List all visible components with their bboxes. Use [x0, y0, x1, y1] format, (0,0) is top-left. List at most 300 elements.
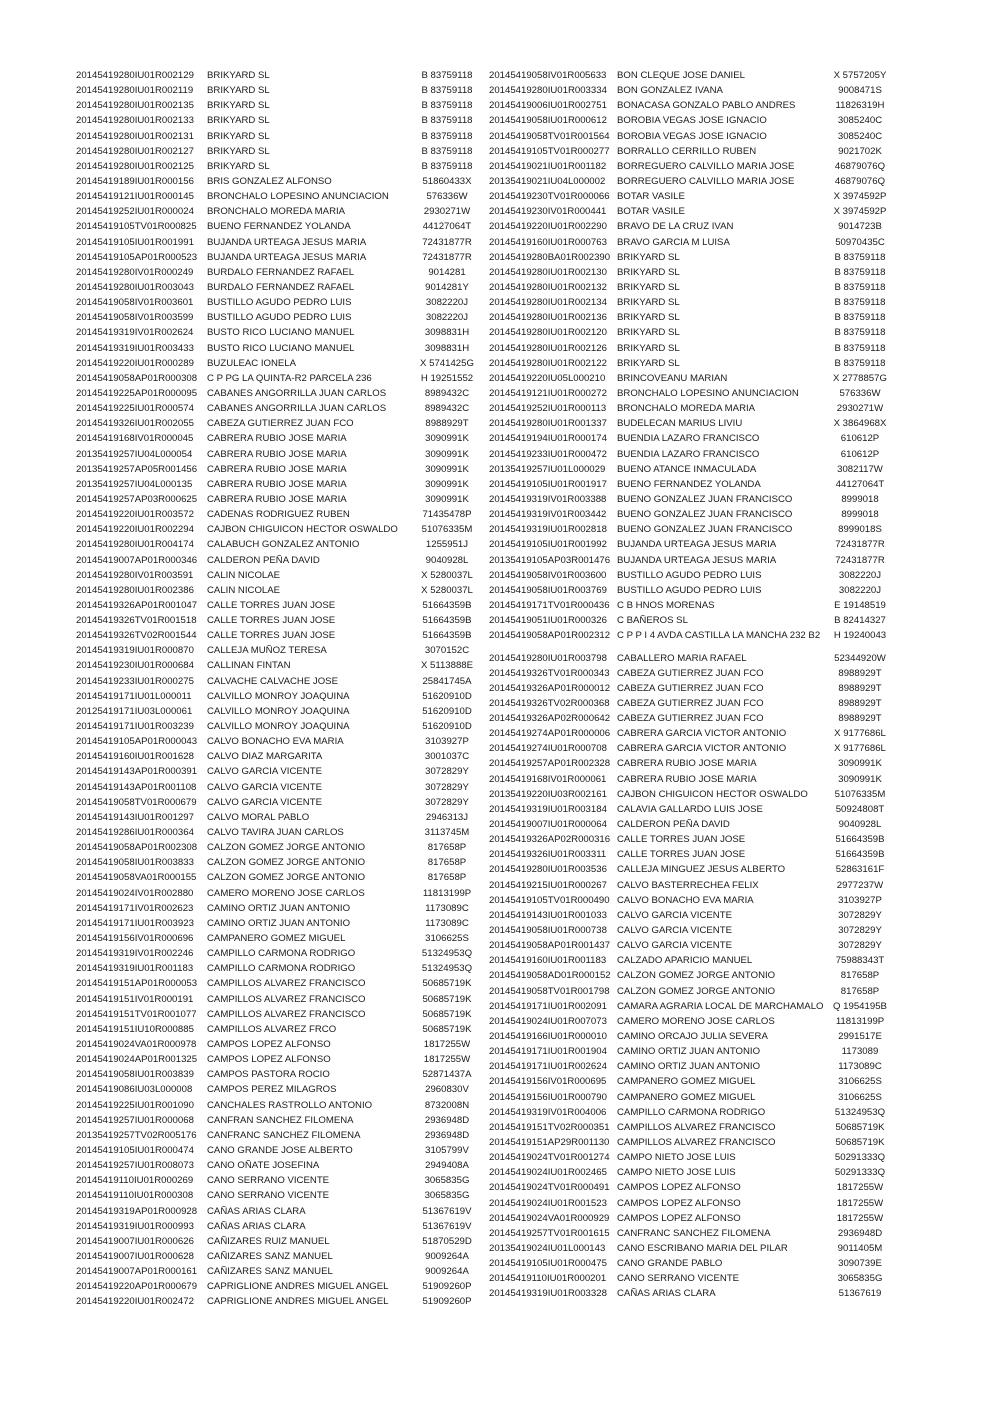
tax-id: 50685719K: [422, 1023, 472, 1035]
record-code: 20145419024IU01R002465: [489, 1167, 607, 1179]
record-code: 20125419171IU03L000061: [76, 705, 193, 717]
tax-id: 3072829Y: [425, 766, 469, 778]
record-code: 20145419280IU01R002133: [76, 115, 194, 127]
left-column-list: [76, 70, 478, 1312]
holder-name: CALVO GARCIA VICENTE: [617, 940, 732, 952]
tax-id: 3001037C: [424, 751, 470, 763]
table-row: [76, 918, 478, 933]
record-code: 20145419166IU01R000010: [489, 1031, 607, 1043]
table-row: [489, 494, 891, 509]
holder-name: CALVO MORAL PABLO: [207, 811, 310, 823]
table-row: [76, 676, 478, 691]
holder-name: BURDALO FERNANDEZ RAFAEL: [207, 281, 355, 293]
holder-name: CALVILLO MONROY JOAQUINA: [207, 690, 350, 702]
holder-name: CAÑAS ARIAS CLARA: [207, 1220, 306, 1232]
record-code: 20145419156IV01R000696: [76, 933, 194, 945]
holder-name: CANO GRANDE JOSE ALBERTO: [207, 1144, 353, 1156]
holder-name: CALZON GOMEZ JORGE ANTONIO: [617, 970, 776, 982]
holder-name: CALVO BONACHO EVA MARIA: [617, 894, 754, 906]
tax-id: 3103927P: [838, 894, 882, 906]
tax-id: 51664359B: [422, 630, 472, 642]
tax-id: X 3974592P: [833, 191, 887, 203]
tax-id: 9009264A: [425, 1266, 469, 1278]
table-row: [76, 1190, 478, 1205]
holder-name: CAMPO NIETO JOSE LUIS: [617, 1167, 736, 1179]
tax-id: 51076335M: [834, 788, 886, 800]
table-row: [76, 736, 478, 751]
record-code: 20145419280IU01R002132: [489, 281, 607, 293]
tax-id: 3106625S: [425, 933, 469, 945]
tax-id: B 83759118: [834, 357, 886, 369]
record-code: 20145419151TV01R001077: [76, 1008, 197, 1020]
holder-name: BUDELECAN MARIUS LIVIU: [617, 418, 743, 430]
holder-name: CAMPILLO CARMONA RODRIGO: [207, 948, 356, 960]
tax-id: 3098831H: [424, 327, 470, 339]
table-row: [489, 683, 891, 698]
table-row: [489, 630, 891, 652]
record-code: 20145419110IU01R000308: [76, 1190, 194, 1202]
tax-id: 817658P: [840, 985, 880, 997]
table-row: [76, 933, 478, 948]
record-code: 20145419189IU01R000156: [76, 175, 194, 187]
holder-name: CANO SERRANO VICENTE: [207, 1190, 330, 1202]
holder-name: CAMPOS PASTORA ROCIO: [207, 1069, 330, 1081]
table-row: [76, 1024, 478, 1039]
table-row: [76, 1084, 478, 1099]
tax-id: 9014281: [428, 266, 466, 278]
holder-name: CABALLERO MARIA RAFAEL: [617, 652, 747, 664]
holder-name: CAMINO ORTIZ JUAN ANTONIO: [617, 1046, 761, 1058]
record-code: 20145419280IU01R002125: [76, 160, 194, 172]
table-row: [489, 146, 891, 161]
record-code: 20135419257IU01L000029: [489, 463, 606, 475]
record-code: 20145419006IU01R002751: [489, 100, 607, 112]
record-code: 20145419110IU01R000201: [489, 1273, 607, 1285]
record-code: 20145419319IV01R003442: [489, 509, 607, 521]
tax-id: 3065835G: [837, 1273, 883, 1285]
record-code: 20145419280IU01R002131: [76, 130, 194, 142]
tax-id: B 83759118: [421, 70, 473, 81]
tax-id: 2949408A: [425, 1160, 469, 1172]
holder-name: BURDALO FERNANDEZ RAFAEL: [207, 266, 355, 278]
holder-name: CALLE TORRES JUAN JOSE: [207, 615, 336, 627]
table-row: [76, 267, 478, 282]
table-row: [76, 1296, 478, 1311]
holder-name: CALVO GARCIA VICENTE: [617, 909, 732, 921]
holder-name: CAMPANERO GOMEZ MIGUEL: [207, 933, 346, 945]
holder-name: CANO SERRANO VICENTE: [207, 1175, 330, 1187]
holder-name: CABANES ANGORRILLA JUAN CARLOS: [207, 387, 387, 399]
table-row: [489, 849, 891, 864]
table-row: [489, 1182, 891, 1197]
table-row: [489, 743, 891, 758]
tax-id: 51664359B: [422, 615, 472, 627]
tax-id: 51664359B: [835, 834, 885, 846]
table-row: [489, 1152, 891, 1167]
record-code: 20145419007IU01R000064: [489, 819, 607, 831]
table-row: [489, 1016, 891, 1031]
tax-id: X 9177686L: [834, 728, 886, 740]
tax-id: 3090991K: [425, 448, 469, 460]
tax-id: 72431877R: [422, 251, 472, 263]
record-code: 20145419143IU01R001033: [489, 909, 607, 921]
tax-id: 51664359B: [422, 599, 472, 611]
tax-id: 51367619: [838, 1288, 882, 1300]
record-code: 20145419171IU01R003239: [76, 721, 194, 733]
table-row: [76, 418, 478, 433]
record-code: 20145419280IU01R002136: [489, 312, 607, 324]
table-row: [76, 1206, 478, 1221]
tax-id: 51664359B: [835, 849, 885, 861]
table-row: [489, 464, 891, 479]
tax-id: 51324953Q: [421, 963, 473, 975]
record-code: 20145419058IV01R003599: [76, 312, 194, 324]
holder-name: CAMPOS LOPEZ ALFONSO: [207, 1039, 331, 1050]
record-code: 20145419280IU01R002134: [489, 297, 607, 309]
holder-name: CALVO GARCIA VICENTE: [207, 781, 322, 793]
tax-id: 3072829Y: [425, 796, 469, 808]
holder-name: CAMPOS LOPEZ ALFONSO: [617, 1182, 741, 1194]
table-row: [489, 1107, 891, 1122]
table-row: [489, 925, 891, 940]
record-code: 20145419105IU01R000474: [76, 1144, 194, 1156]
tax-id: X 5113888E: [420, 660, 474, 672]
holder-name: BRONCHALO LOPESINO ANUNCIACION: [207, 191, 389, 203]
tax-id: 817658P: [427, 857, 467, 869]
table-row: [489, 615, 891, 630]
table-row: [76, 403, 478, 418]
holder-name: BRIKYARD SL: [617, 266, 680, 278]
holder-name: BRAVO DE LA CRUZ IVAN: [617, 221, 734, 233]
holder-name: CAÑIZARES SANZ MANUEL: [207, 1250, 333, 1262]
tax-id: 3103927P: [425, 736, 469, 748]
tax-id: 50685719K: [422, 993, 472, 1005]
tax-id: 8988929T: [838, 713, 882, 725]
table-row: [76, 433, 478, 448]
tax-id: 3072829Y: [425, 781, 469, 793]
record-code: 20145419151IU10R000885: [76, 1023, 194, 1035]
record-code: 20145419326AP02R000642: [489, 713, 611, 725]
table-row: [76, 524, 478, 539]
holder-name: BOROBIA VEGAS JOSE IGNACIO: [617, 130, 767, 142]
table-row: [489, 267, 891, 282]
table-row: [489, 864, 891, 879]
tax-id: 50970435C: [835, 236, 885, 248]
record-code: 20145419105IU01R001991: [76, 236, 194, 248]
holder-name: CAMERO MORENO JOSE CARLOS: [617, 1015, 775, 1027]
table-row: [76, 237, 478, 252]
table-row: [76, 343, 478, 358]
tax-id: 3085240C: [837, 115, 883, 127]
record-code: 20145419024VA01R000929: [489, 1212, 610, 1224]
record-code: 20145419171TV01R000436: [489, 599, 610, 611]
record-code: 20145419326TV02R000368: [489, 697, 610, 709]
holder-name: CALVO GARCIA VICENTE: [207, 796, 322, 808]
record-code: 20145419171IU01R002624: [489, 1061, 607, 1073]
record-code: 20145419326IU01R002055: [76, 418, 194, 430]
record-code: 20145419319IU01R003328: [489, 1288, 607, 1300]
tax-id: 50685719K: [835, 1121, 885, 1133]
table-row: [489, 1243, 891, 1258]
tax-id: 8999018S: [838, 524, 882, 536]
holder-name: CAMPOS LOPEZ ALFONSO: [617, 1197, 741, 1209]
holder-name: CALLE TORRES JUAN JOSE: [617, 834, 746, 846]
record-code: 20145419058IV01R003600: [489, 569, 607, 581]
record-code: 20145419280IU01R002126: [489, 342, 607, 354]
table-row: [489, 698, 891, 713]
table-row: [489, 653, 891, 668]
tax-id: 3090991K: [425, 478, 469, 490]
tax-id: 8988929T: [838, 682, 882, 694]
record-code: 20135419257IU04L000054: [76, 448, 193, 460]
table-row: [489, 570, 891, 585]
table-row: [76, 645, 478, 660]
holder-name: BUSTILLO AGUDO PEDRO LUIS: [617, 584, 762, 596]
table-row: [76, 312, 478, 327]
holder-name: CALVO GARCIA VICENTE: [207, 766, 322, 778]
holder-name: BRONCHALO MOREDA MARIA: [207, 206, 346, 218]
record-code: 20145419280IU01R002129: [76, 70, 194, 81]
record-code: 20145419007AP01R000346: [76, 554, 198, 566]
table-row: [489, 252, 891, 267]
table-row: [76, 539, 478, 554]
tax-id: 9008471S: [838, 85, 882, 97]
holder-name: CAMPILLOS ALVAREZ FRANCISCO: [617, 1137, 776, 1148]
table-row: [489, 789, 891, 804]
table-row: [76, 1009, 478, 1024]
table-row: [489, 585, 891, 600]
holder-name: BUENDIA LAZARO FRANCISCO: [617, 433, 760, 445]
record-code: 20145419151AP01R000053: [76, 978, 198, 990]
table-row: [76, 1160, 478, 1175]
record-code: 20145419280IV01R000249: [76, 266, 194, 278]
record-code: 20135419257IU04L000135: [76, 478, 193, 490]
table-row: [76, 176, 478, 191]
table-row: [489, 433, 891, 448]
holder-name: CAMPILLOS ALVAREZ FRANCISCO: [617, 1121, 776, 1133]
record-code: 20145419058IV01R003601: [76, 297, 194, 309]
record-code: 20145419257IU01R000068: [76, 1114, 194, 1126]
record-code: 20145419230IU01R000684: [76, 660, 194, 672]
holder-name: CALLINAN FINTAN: [207, 660, 291, 672]
record-code: 20145419225IU01R000574: [76, 403, 194, 415]
holder-name: BUSTO RICO LUCIANO MANUEL: [207, 342, 355, 354]
tax-id: B 83759118: [834, 312, 886, 324]
record-code: 20145419220IU01R002472: [76, 1296, 194, 1308]
record-code: 20145419171IU01L000011: [76, 690, 192, 702]
holder-name: BRIKYARD SL: [617, 342, 680, 354]
holder-name: CADENAS RODRIGUEZ RUBEN: [207, 509, 350, 521]
table-row: [76, 994, 478, 1009]
table-row: [76, 872, 478, 887]
holder-name: CABRERA GARCIA VICTOR ANTONIO: [617, 743, 787, 755]
table-row: [489, 115, 891, 130]
record-code: 20145419105IU01R000475: [489, 1258, 607, 1270]
tax-id: B 83759118: [421, 160, 473, 172]
record-code: 20145419024IU01R007073: [489, 1015, 607, 1027]
table-row: [489, 728, 891, 743]
table-row: [489, 955, 891, 970]
holder-name: CAMPOS LOPEZ ALFONSO: [617, 1212, 741, 1224]
table-row: [489, 600, 891, 615]
tax-id: 9021702K: [838, 145, 882, 157]
holder-name: C P P I 4 AVDA CASTILLA LA MANCHA 232 B2: [617, 630, 821, 642]
table-row: [489, 221, 891, 236]
holder-name: BUSTILLO AGUDO PEDRO LUIS: [617, 569, 762, 581]
table-row: [76, 100, 478, 115]
table-row: [76, 115, 478, 130]
holder-name: CAMINO ORTIZ JUAN ANTONIO: [207, 917, 351, 929]
holder-name: CAÑAS ARIAS CLARA: [207, 1205, 306, 1217]
tax-id: 2930271W: [423, 206, 471, 218]
holder-name: CABRERA RUBIO JOSE MARIA: [617, 758, 757, 770]
record-code: 20145419151TV02R000351: [489, 1121, 610, 1133]
record-code: 20145419086IU03L000008: [76, 1084, 193, 1096]
table-row: [489, 282, 891, 297]
tax-id: 1173089C: [425, 902, 469, 914]
record-code: 20145419151AP29R001130: [489, 1137, 610, 1148]
table-row: [489, 910, 891, 925]
holder-name: CAMINO ORTIZ JUAN ANTONIO: [617, 1061, 761, 1073]
holder-name: BRIKYARD SL: [207, 145, 270, 157]
record-code: 20145419058IV01R005633: [489, 70, 607, 81]
record-code: 20145419257IU01R008073: [76, 1160, 194, 1172]
table-row: [489, 970, 891, 985]
table-row: [76, 494, 478, 509]
record-code: 20145419171IU01R003923: [76, 917, 194, 929]
record-code: 20145419280IU01R003043: [76, 281, 194, 293]
tax-id: 3082220J: [425, 297, 469, 309]
table-row: [489, 131, 891, 146]
record-code: 20145419280IU01R004174: [76, 539, 194, 551]
holder-name: BRAVO GARCIA M LUISA: [617, 236, 730, 248]
tax-id: 1173089C: [425, 917, 469, 929]
record-code: 20145419257TV01R001615: [489, 1227, 610, 1239]
table-row: [76, 797, 478, 812]
tax-id: X 5757205Y: [833, 70, 887, 81]
record-code: 20145419220IU01R002290: [489, 221, 607, 233]
table-row: [76, 1281, 478, 1296]
table-row: [489, 1137, 891, 1152]
tax-id: 8988929T: [838, 667, 882, 679]
table-row: [76, 1221, 478, 1236]
record-code: 20145419280IU01R003536: [489, 864, 607, 876]
record-code: 20145419280IV01R003591: [76, 569, 194, 581]
holder-name: BUENO FERNANDEZ YOLANDA: [617, 478, 761, 490]
table-row: [489, 449, 891, 464]
holder-name: CALZON GOMEZ JORGE ANTONIO: [207, 857, 366, 869]
holder-name: BRIKYARD SL: [617, 357, 680, 369]
holder-name: CALVO DIAZ MARGARITA: [207, 751, 323, 763]
holder-name: CAMERO MORENO JOSE CARLOS: [207, 887, 365, 899]
holder-name: CALVO BONACHO EVA MARIA: [207, 736, 344, 748]
holder-name: CANCHALES RASTROLLO ANTONIO: [207, 1099, 373, 1111]
table-row: [489, 555, 891, 570]
holder-name: CAMPANERO GOMEZ MIGUEL: [617, 1076, 756, 1088]
tax-id: 51367619V: [422, 1205, 472, 1217]
table-row: [489, 1092, 891, 1107]
record-code: 20145419280IU01R003334: [489, 85, 607, 97]
record-code: 20145419105TV01R000825: [76, 221, 197, 233]
record-code: 20145419156IU01R000790: [489, 1091, 607, 1103]
record-code: 20145419024TV01R000491: [489, 1182, 610, 1194]
record-code: 20145419280IU01R002120: [489, 327, 607, 339]
holder-name: CABEZA GUTIERREZ JUAN FCO: [617, 713, 764, 725]
tax-id: 576336W: [839, 387, 881, 399]
tax-id: 9014723B: [838, 221, 882, 233]
tax-id: 3070152C: [424, 645, 470, 657]
table-row: [76, 782, 478, 797]
holder-name: BRIKYARD SL: [207, 70, 270, 81]
table-row: [76, 1145, 478, 1160]
table-row: [489, 819, 891, 834]
record-code: 20145419058AP01R000308: [76, 372, 198, 384]
table-row: [76, 1175, 478, 1190]
table-row: [489, 312, 891, 327]
tax-id: 2936948D: [424, 1129, 470, 1141]
table-row: [76, 751, 478, 766]
table-row: [76, 585, 478, 600]
holder-name: BORREGUERO CALVILLO MARIA JOSE: [617, 160, 795, 172]
table-row: [76, 1039, 478, 1054]
table-row: [76, 600, 478, 615]
table-row: [76, 1069, 478, 1084]
table-row: [76, 1266, 478, 1281]
holder-name: CABRERA RUBIO JOSE MARIA: [207, 433, 347, 445]
record-code: 20145419051IU01R000326: [489, 615, 607, 627]
record-code: 20145419252IU01R000024: [76, 206, 194, 218]
tax-id: 3090739E: [838, 1258, 882, 1270]
table-row: [489, 358, 891, 373]
table-row: [489, 1076, 891, 1091]
table-row: [489, 373, 891, 388]
holder-name: CANFRANC SANCHEZ FILOMENA: [617, 1227, 771, 1239]
holder-name: CALLEJA MINGUEZ JESUS ALBERTO: [617, 864, 786, 876]
record-code: 20145419326AP02R000316: [489, 834, 611, 846]
record-code: 20145419220IU01R002294: [76, 524, 194, 536]
holder-name: CAMPANERO GOMEZ MIGUEL: [617, 1091, 756, 1103]
holder-name: CANO GRANDE PABLO: [617, 1258, 723, 1270]
table-row: [76, 1115, 478, 1130]
tax-id: 8999018: [841, 493, 879, 505]
holder-name: C BAÑEROS SL: [617, 615, 688, 627]
tax-id: 3098831H: [424, 342, 470, 354]
tax-id: 51620910D: [422, 690, 472, 702]
table-row: [489, 668, 891, 683]
holder-name: BRONCHALO MOREDA MARIA: [617, 403, 756, 415]
record-code: 20145419319IV01R002624: [76, 327, 194, 339]
holder-name: BRIKYARD SL: [617, 251, 680, 263]
holder-name: CALAVIA GALLARDO LUIS JOSE: [617, 803, 763, 815]
record-code: 20145419326AP01R000012: [489, 682, 611, 694]
tax-id: 51909260P: [422, 1296, 472, 1308]
record-code: 20145419058VA01R000155: [76, 872, 197, 884]
table-row: [76, 721, 478, 736]
record-code: 20145419160IU01R000763: [489, 236, 607, 248]
holder-name: CAMPOS PEREZ MILAGROS: [207, 1084, 337, 1096]
record-code: 20145419024AP01R001325: [76, 1054, 198, 1066]
tax-id: 3072829Y: [838, 925, 882, 937]
table-row: [76, 978, 478, 993]
holder-name: CAMARA AGRARIA LOCAL DE MARCHAMALO: [617, 1000, 824, 1012]
holder-name: CAÑAS ARIAS CLARA: [617, 1288, 716, 1300]
holder-name: CABRERA RUBIO JOSE MARIA: [207, 463, 347, 475]
holder-name: BONACASA GONZALO PABLO ANDRES: [617, 100, 796, 112]
record-code: 20145419220IU01R003572: [76, 509, 194, 521]
holder-name: CALLEJA MUÑOZ TERESA: [207, 645, 327, 657]
holder-name: BORRALLO CERRILLO RUBEN: [617, 145, 757, 157]
tax-id: 72431877R: [835, 539, 885, 551]
